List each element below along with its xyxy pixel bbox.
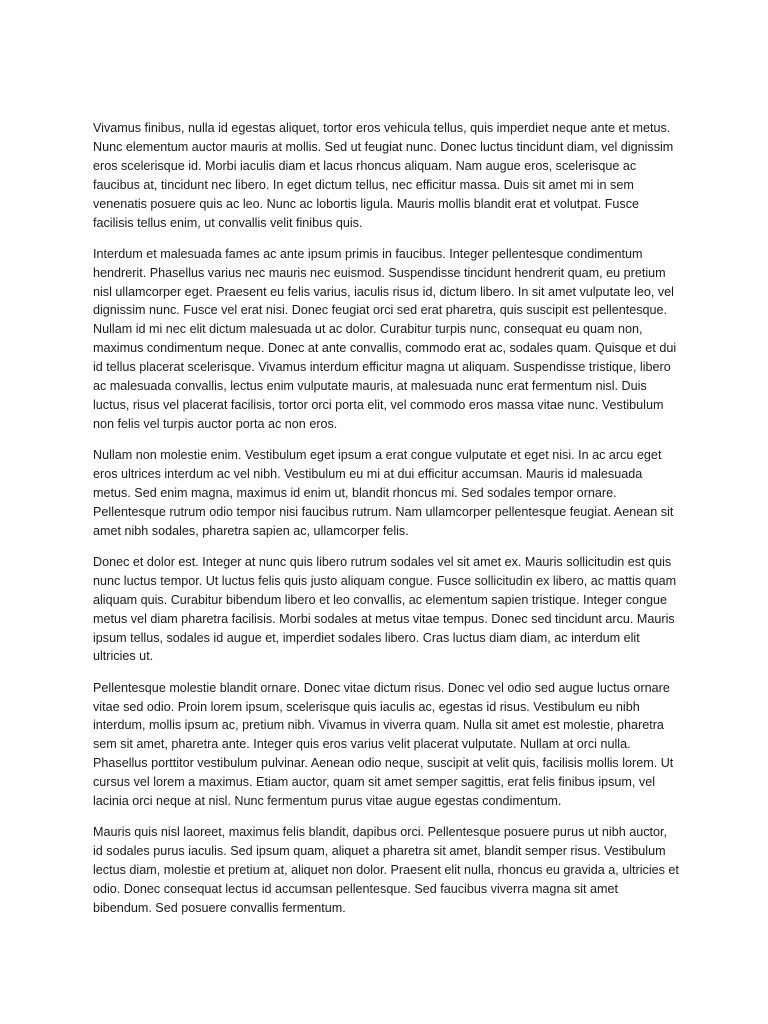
paragraph-3: Nullam non molestie enim. Vestibulum eget ipsum a erat congue vulputate et eget nisi. In ac arcu eget eros ultrices interdum ac vel nibh. Vestibulum eu mi at dui efficitur accumsan. Mauris id malesuada metus. Sed enim magna, maximus id enim ut, blandit rhoncus mi. Sed sodales tempor ornare. Pellentesque rutrum odio tempor nisi faucibus rutrum. Nam ullamcorper pellentesque feugiat. Aenean sit amet nibh sodales, pharetra sapien ac, ullamcorper felis. — [93, 448, 674, 538]
paragraph-4: Donec et dolor est. Integer at nunc quis libero rutrum sodales vel sit amet ex. Mauris sollicitudin est quis nunc luctus tempor. Ut luctus felis quis justo aliquam congue. Fusce sollicitudin ex libero, ac mattis quam aliquam quis. Curabitur bibendum libero et leo convallis, ac elementum sapien tristique. Integer congue metus vel diam pharetra facilisis. Morbi sodales at metus vitae tempus. Donec sed tincidunt arcu. Mauris ipsum tellus, sodales id augue et, imperdiet sodales libero. Cras luctus diam diam, ac interdum elit ultricies ut. — [93, 554, 677, 664]
paragraph-1: Vivamus finibus, nulla id egestas aliquet, tortor eros vehicula tellus, quis imperdiet neque ante et metus. Nunc elementum auctor mauris at mollis. Sed ut feugiat nunc. Donec luctus tincidunt diam, vel dignissim eros scelerisque id. Morbi iaculis diam et lacus rhoncus aliquam. Nam augue eros, scelerisque ac faucibus at, tincidunt nec libero. In eget dictum tellus, nec efficitur massa. Duis sit amet mi in sem venenatis posuere quis ac leo. Nunc ac lobortis ligula. Mauris mollis blandit erat et volutpat. Fusce facilisis tellus enim, ut convallis velit finibus quis. — [93, 121, 674, 230]
document-body — [93, 119, 679, 930]
paragraph-2: Interdum et malesuada fames ac ante ipsum primis in faucibus. Integer pellentesque condimentum hendrerit. Phasellus varius nec mauris nec euismod. Suspendisse tincidunt hendrerit quam, eu pretium nisl ullamcorper eget. Praesent eu felis varius, iaculis risus id, dictum libero. In sit amet vulputate leo, vel dignissim nunc. Fusce vel erat nisi. Donec feugiat orci sed erat pharetra, quis suscipit est pellentesque. Nullam id mi nec elit dictum malesuada ut ac dolor. Curabitur turpis nunc, consequat eu quam non, maximus condimentum neque. Donec at ante convallis, commodo erat ac, sodales quam. Quisque et dui id tellus placerat scelerisque. Vivamus interdum efficitur magna ut aliquam. Suspendisse tristique, libero ac malesuada convallis, lectus enim vulputate mauris, at malesuada nunc erat fermentum nisl. Duis luctus, risus vel placerat facilisis, tortor orci porta elit, vel commodo eros massa vitae nunc. Vestibulum non felis vel turpis auctor porta ac non eros. — [93, 246, 677, 431]
paragraph-5: Pellentesque molestie blandit ornare. Donec vitae dictum risus. Donec vel odio sed augue luctus ornare vitae sed odio. Proin lorem ipsum, scelerisque quis iaculis ac, egestas id risus. Vestibulum eu nibh interdum, mollis ipsum ac, pretium nibh. Vivamus in viverra quam. Nulla sit amet est molestie, pharetra sem sit amet, pharetra ante. Integer quis eros varius velit placerat vulputate. Nullam at orci nulla. Phasellus porttitor vestibulum pulvinar. Aenean odio neque, suscipit at velit quis, facilisis mollis lorem. Ut cursus vel lorem a maximus. Etiam auctor, quam sit amet semper sagittis, erat felis finibus ipsum, vel lacinia orci neque at nisl. Nunc fermentum purus vitae augue egestas condimentum. — [93, 680, 674, 809]
paragraph-6: Mauris quis nisl laoreet, maximus felis blandit, dapibus orci. Pellentesque posuere purus ut nibh auctor, id sodales purus iaculis. Sed ipsum quam, aliquet a pharetra sit amet, blandit semper risus. Vestibulum lectus diam, molestie et pretium at, aliquet non dolor. Praesent elit nulla, rhoncus eu gravida a, ultricies et odio. Donec consequat lectus id accumsan pellentesque. Sed faucibus viverra magna sit amet bibendum. Sed posuere convallis fermentum. — [93, 825, 679, 915]
